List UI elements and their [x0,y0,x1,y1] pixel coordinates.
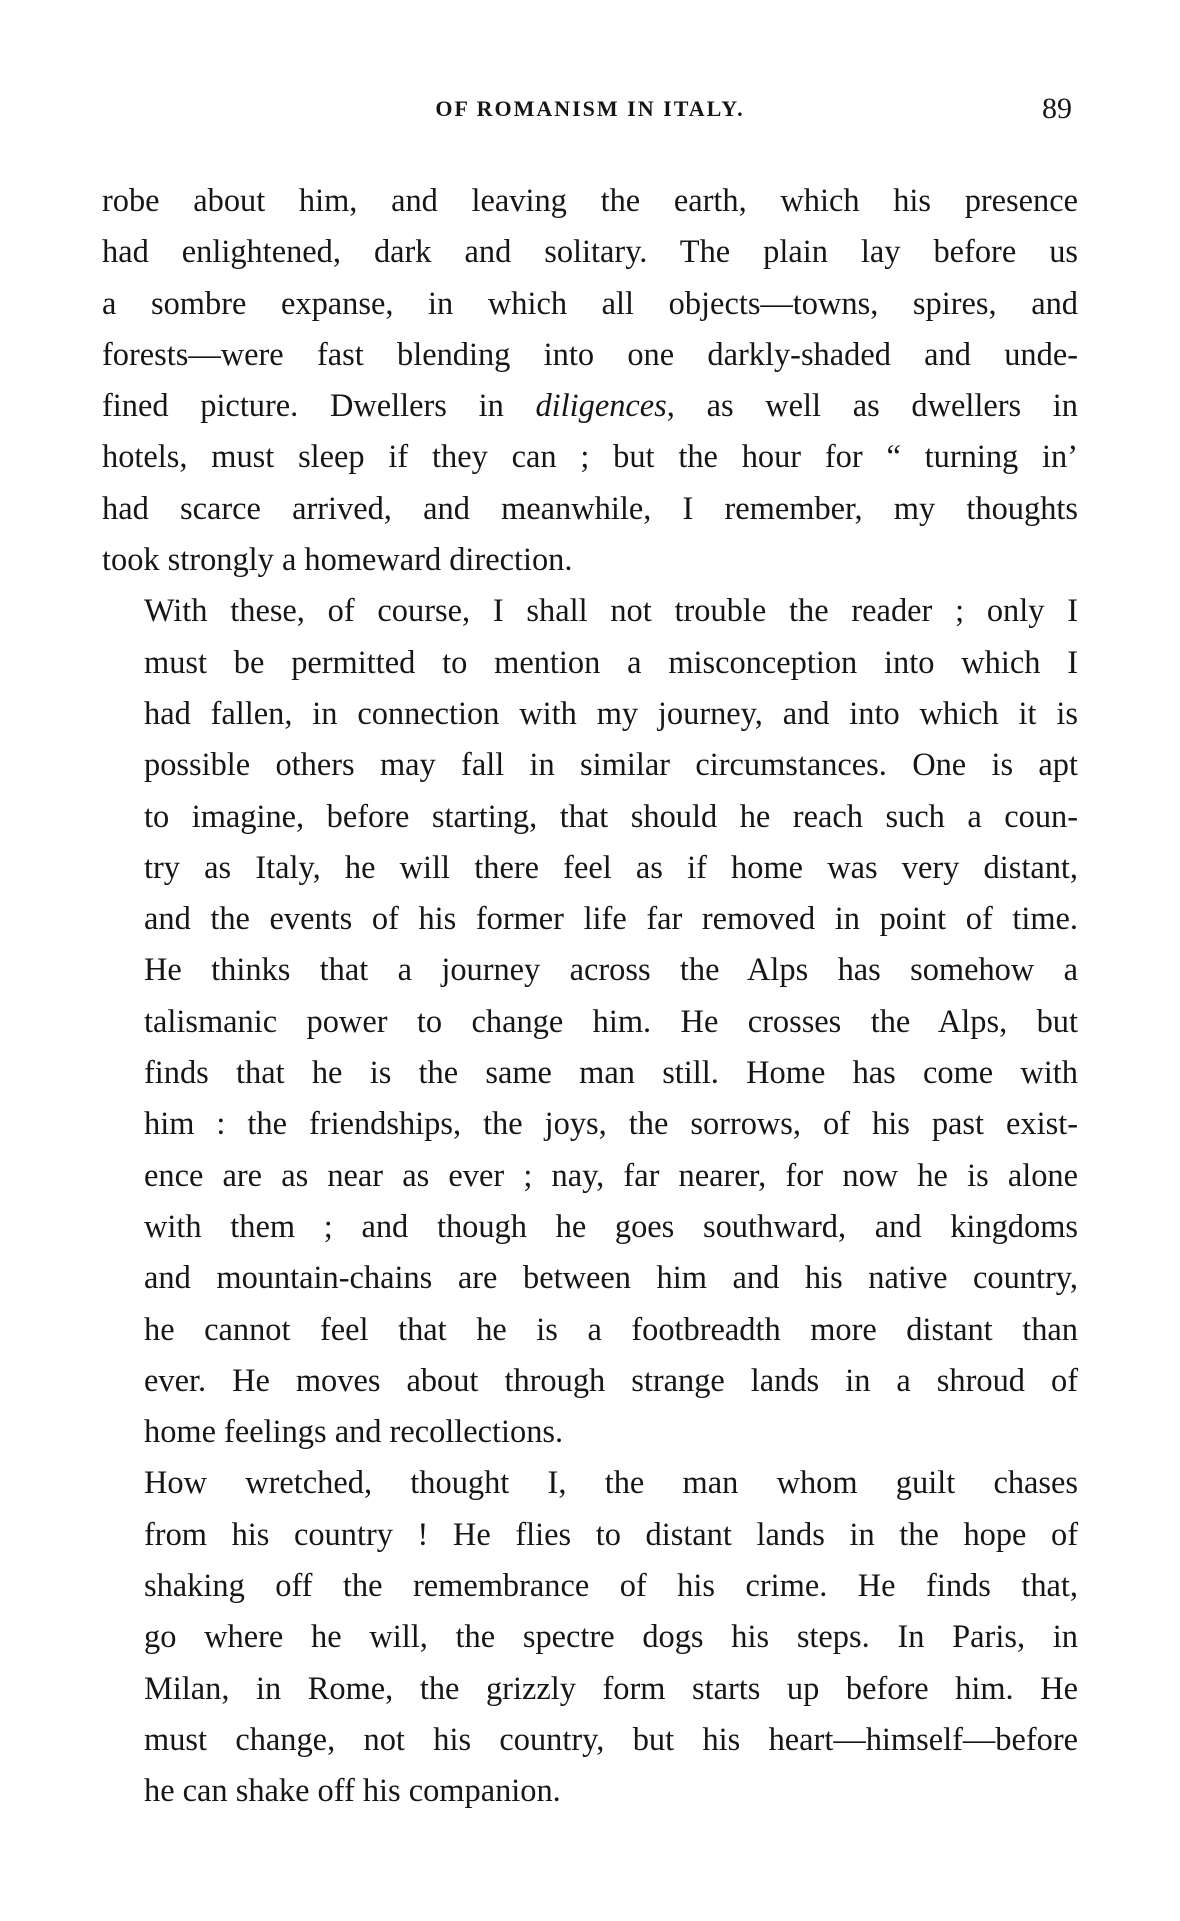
text-line: finds that he is the same man still. Home has come with [144,1055,1078,1092]
text-line: forests—were fast blending into one darkly-shaded and unde- [102,336,1078,373]
text-line: had enlightened, dark and solitary. The plain lay before us [102,234,1078,271]
italic-word: diligences [535,388,667,425]
text-line: must be permitted to mention a misconception into which I [144,644,1078,681]
text-line: ever. He moves about through strange lands in a shroud of [144,1362,1078,1399]
text-line: He thinks that a journey across the Alps has somehow a [144,952,1078,989]
text-line: With these, of course, I shall not trouble the reader ; only I [144,593,1078,630]
text-line: How wretched, thought I, the man whom guilt chases [144,1465,1078,1502]
text-line: hotels, must sleep if they can ; but the hour for “ turning in’ [102,439,1078,476]
text-line: from his country ! He flies to distant lands in the hope of [144,1516,1078,1553]
text-line: shaking off the remembrance of his crime. He finds that, [144,1568,1078,1605]
text-line: and mountain-chains are between him and his native country, [144,1260,1078,1297]
text-line: possible others may fall in similar circumstances. One is apt [144,747,1078,784]
text-line: ence are as near as ever ; nay, far nearer, for now he is alone [144,1157,1078,1194]
text-line: with them ; and though he goes southward, and kingdoms [144,1208,1078,1245]
running-title: OF ROMANISM IN ITALY. [435,96,745,121]
text-line: a sombre expanse, in which all objects—towns, spires, and [102,285,1078,322]
text-line: had fallen, in connection with my journey, and into which it is [144,695,1078,732]
text-line: robe about him, and leaving the earth, which his presence [102,183,1078,219]
paragraph-2 [102,586,1078,1458]
text-line: try as Italy, he will there feel as if home was very distant, [144,849,1078,886]
page-number: 89 [1042,92,1072,125]
text-line: talismanic power to change him. He crosses the Alps, but [144,1003,1078,1040]
text-line: him : the friendships, the joys, the sorrows, of his past exist- [144,1106,1078,1143]
text-fragment: , as well as dwellers in [666,388,1078,425]
text-line: home feelings and recollections. [144,1414,564,1451]
text-line: to imagine, before starting, that should he reach such a coun- [144,798,1078,835]
body-text [102,176,1078,1818]
text-line: go where he will, the spectre dogs his steps. In Paris, in [144,1619,1078,1656]
text-line: must change, not his country, but his heart—himself—before [144,1721,1078,1758]
text-line: Milan, in Rome, the grizzly form starts up before him. He [144,1670,1078,1707]
running-head [100,92,1080,136]
text-line [102,381,1078,432]
text-line: he can shake off his companion. [144,1773,561,1810]
text-line: took strongly a homeward direction. [102,542,573,579]
paragraph-3 [102,1458,1078,1817]
text-fragment: fined picture. Dwellers in [102,388,536,425]
text-line: and the events of his former life far removed in point of time. [144,901,1078,938]
paragraph-1 [102,176,1078,586]
text-line: he cannot feel that he is a footbreadth more distant than [144,1311,1078,1348]
text-line: had scarce arrived, and meanwhile, I remember, my thoughts [102,490,1078,527]
